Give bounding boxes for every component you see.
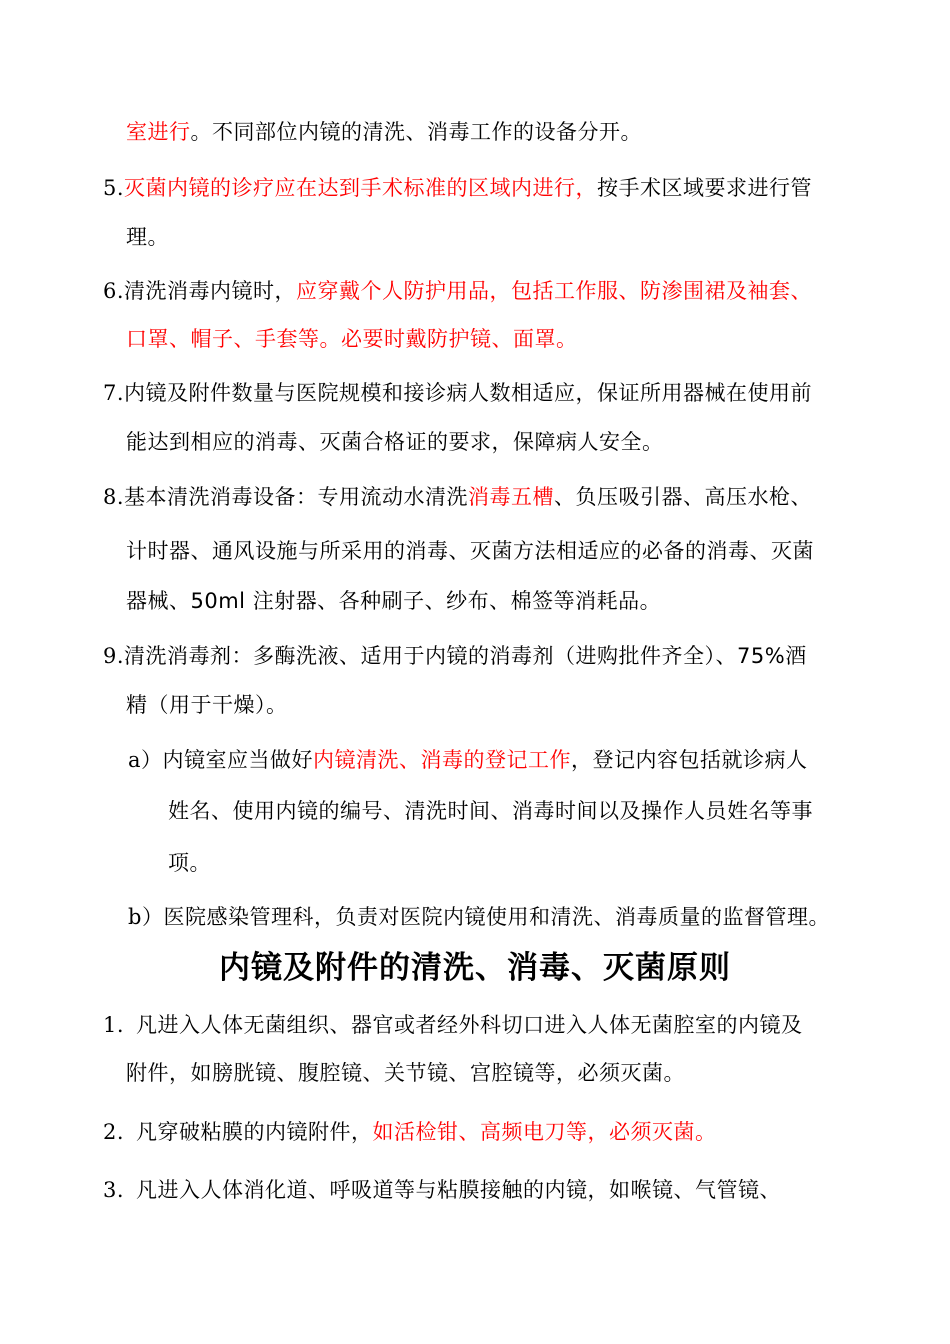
text: 理。: [126, 225, 169, 249]
list-item-1: [103, 1010, 803, 1040]
text: 计时器、通风设施与所采用的消毒、灭菌方法相适应的必备的消毒、灭菌: [126, 539, 814, 563]
list-number: 1.: [103, 1013, 125, 1037]
list-number: 7.: [103, 381, 125, 405]
section-heading: 内镜及附件的清洗、消毒、灭菌原则: [219, 950, 731, 986]
text: 姓名、使用内镜的编号、清洗时间、消毒时间以及操作人员姓名等事: [168, 799, 813, 823]
list-number: 5.: [103, 176, 125, 200]
red-text: 如活检钳、高频电刀等，必须灭菌。: [372, 1120, 717, 1144]
list-item-9: [103, 641, 807, 671]
red-text: 内镜清洗、消毒的登记工作: [313, 748, 572, 772]
list-item-8: [103, 482, 812, 512]
text: 凡进入人体无菌组织、器官或者经外科切口进入人体无菌腔室的内镜及: [136, 1013, 803, 1037]
text: 能达到相应的消毒、灭菌合格证的要求，保障病人安全。: [126, 430, 664, 454]
text: 凡穿破粘膜的内镜附件，: [136, 1120, 373, 1144]
red-text: 室进行: [126, 120, 191, 144]
text: 清洗消毒内镜时，: [124, 279, 297, 303]
sub-item-marker: a）: [128, 748, 163, 772]
text: 精（用于干燥）。: [126, 693, 288, 717]
list-item-2: [103, 1117, 717, 1147]
red-text: 消毒五槽: [468, 485, 555, 509]
text: ，登记内容包括就诊病人: [571, 748, 808, 772]
text: 基本清洗消毒设备：专用流动水清洗: [124, 485, 469, 509]
text: 内镜室应当做好: [162, 748, 314, 772]
sub-item-a: [128, 745, 808, 775]
list-item-3: [103, 1175, 781, 1205]
list-number: 3.: [103, 1178, 125, 1202]
paragraph-line: [126, 1058, 685, 1088]
text: 凡进入人体消化道、呼吸道等与粘膜接触的内镜，如喉镜、气管镜、: [136, 1178, 782, 1202]
list-item-5: [103, 173, 812, 203]
list-item-6: [103, 276, 812, 306]
red-text: 灭菌内镜的诊疗应在达到手术标准的区域内进行，: [124, 176, 598, 200]
paragraph-line: [126, 427, 664, 457]
paragraph-line: [126, 222, 169, 252]
paragraph-line: [168, 848, 211, 878]
paragraph-line: [126, 536, 814, 566]
sub-item-marker: b）: [128, 905, 164, 929]
text: 、负压吸引器、高压水枪、: [554, 485, 813, 509]
list-number: 6.: [103, 279, 125, 303]
paragraph-line: [126, 117, 642, 147]
red-text: 口罩、帽子、手套等。必要时戴防护镜、面罩。: [126, 327, 578, 351]
text: 器械、50ml 注射器、各种刷子、纱布、棉签等消耗品。: [126, 589, 662, 613]
text: 附件，如膀胱镜、腹腔镜、关节镜、宫腔镜等，必须灭菌。: [126, 1061, 685, 1085]
text: 项。: [168, 851, 211, 875]
text: 按手术区域要求进行管: [597, 176, 813, 200]
paragraph-line: [168, 796, 813, 826]
sub-item-b: [128, 902, 830, 932]
paragraph-line: [126, 690, 288, 720]
list-number: 8.: [103, 485, 125, 509]
text: 。不同部位内镜的清洗、消毒工作的设备分开。: [190, 120, 642, 144]
text: 医院感染管理科，负责对医院内镜使用和清洗、消毒质量的监督管理。: [163, 905, 830, 929]
list-number: 9.: [103, 644, 125, 668]
list-item-7: [103, 378, 812, 408]
red-text: 应穿戴个人防护用品，包括工作服、防渗围裙及袖套、: [296, 279, 813, 303]
paragraph-line: [126, 324, 578, 354]
text: 清洗消毒剂：多酶洗液、适用于内镜的消毒剂（进购批件齐全）、75%酒: [124, 644, 807, 668]
text: 内镜及附件数量与医院规模和接诊病人数相适应，保证所用器械在使用前: [124, 381, 813, 405]
list-number: 2.: [103, 1120, 125, 1144]
paragraph-line: [126, 586, 661, 616]
